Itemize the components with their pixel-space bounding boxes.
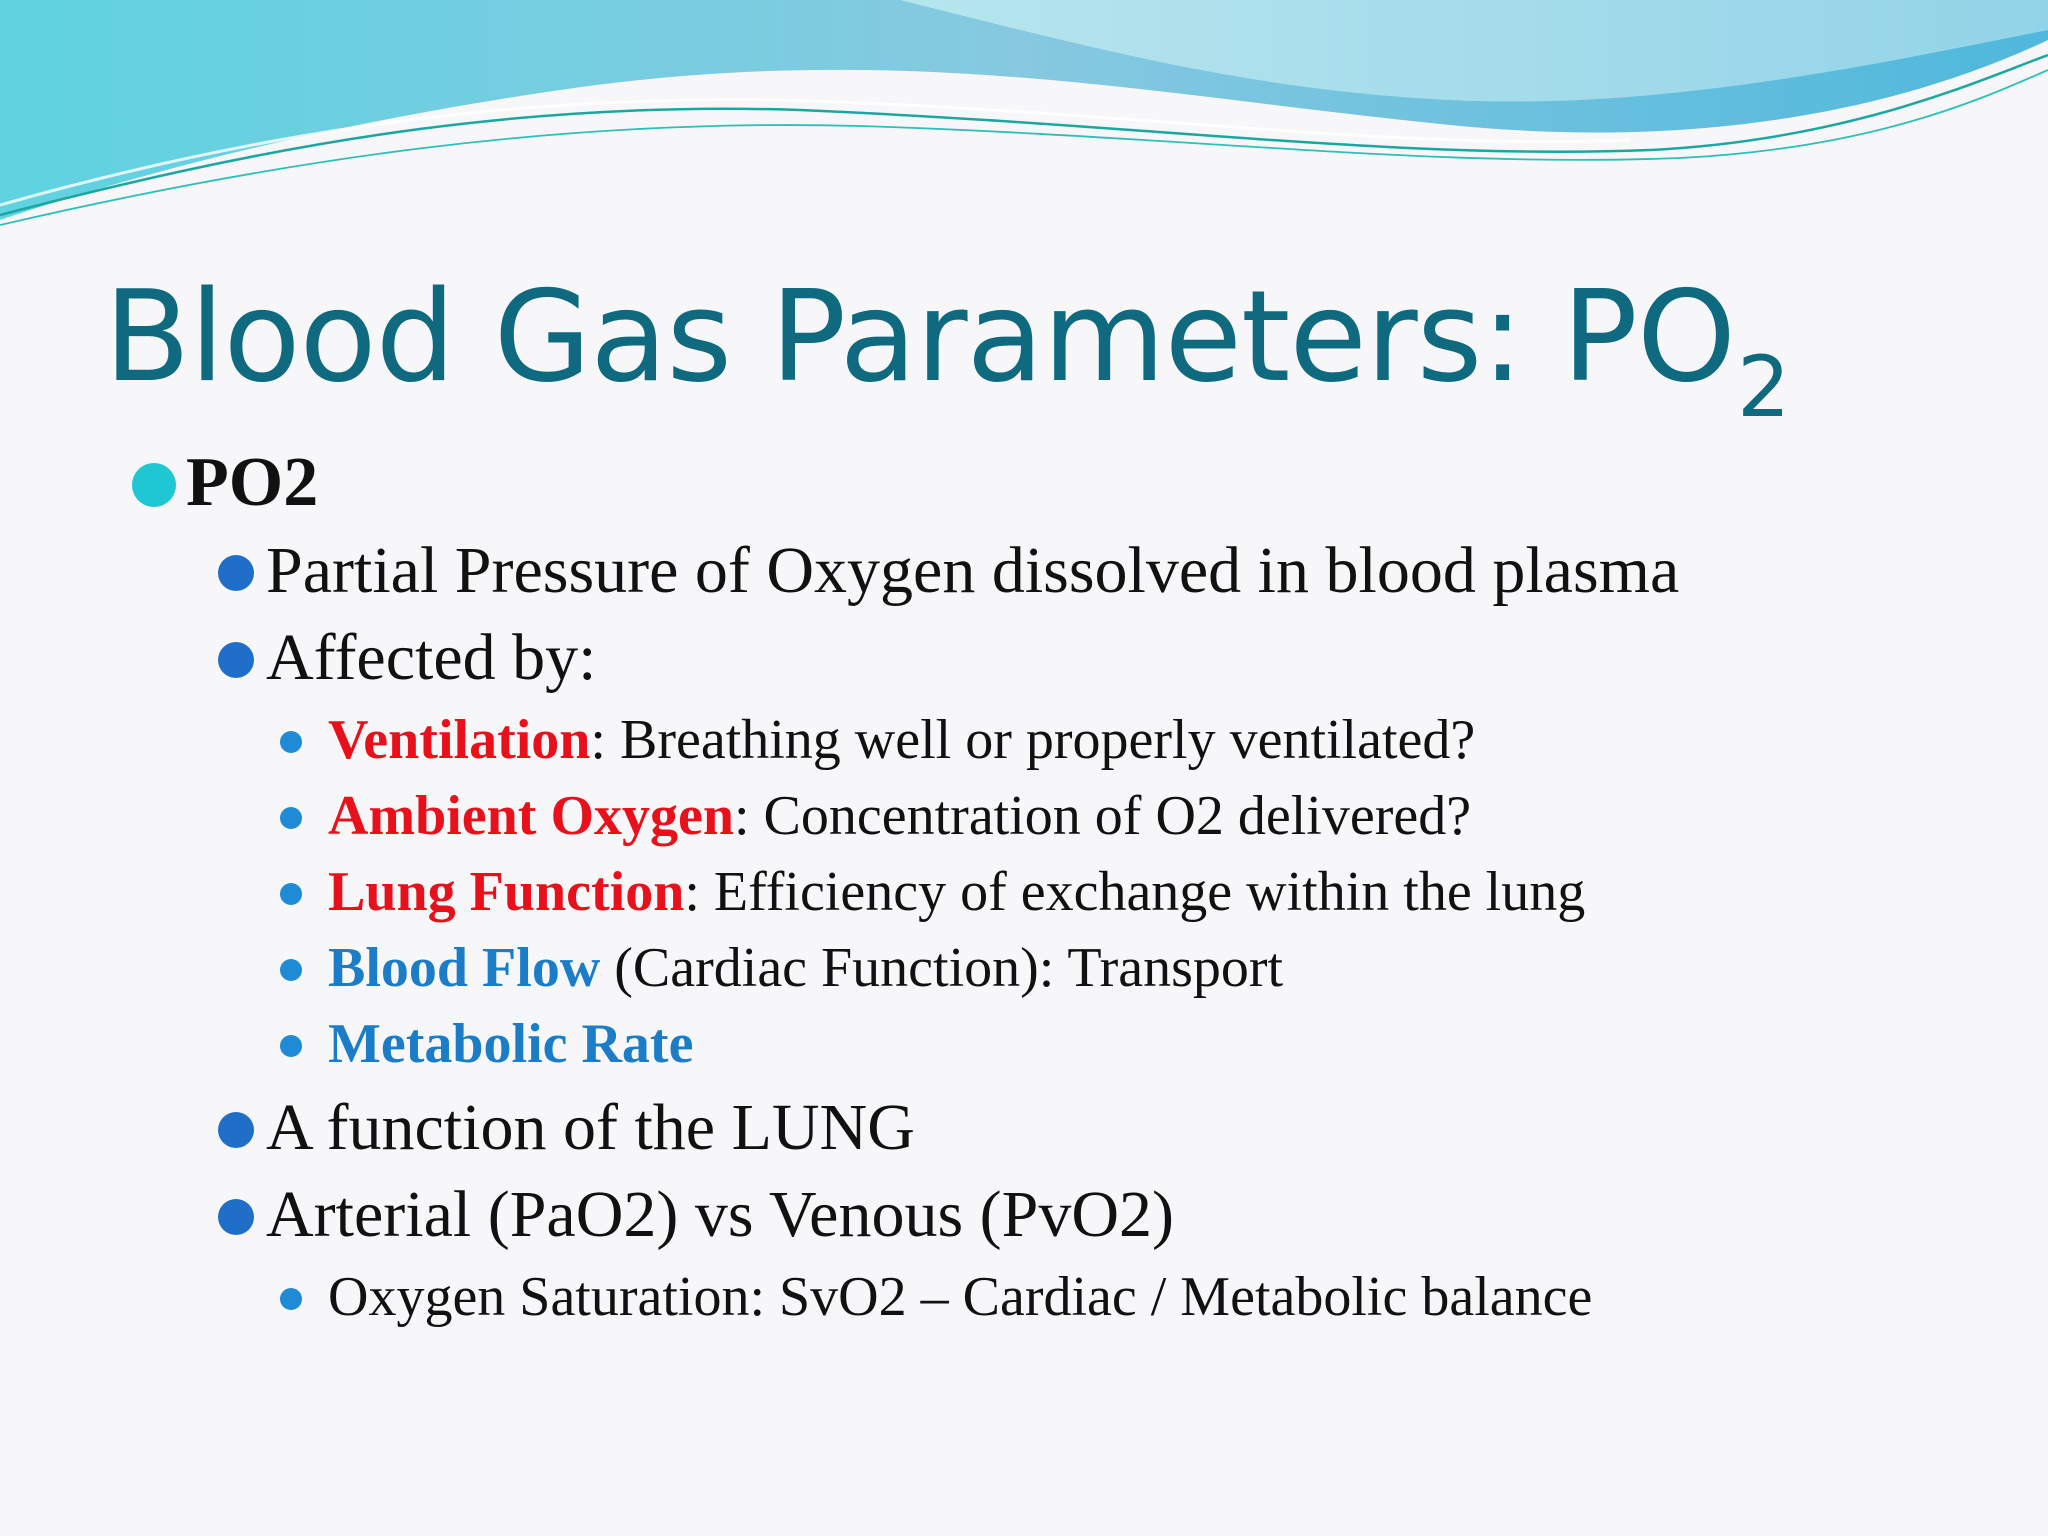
factor-ambient-oxygen <box>328 781 1471 851</box>
bullet-arterial-venous-text: Arterial (PaO2) vs Venous (PvO2) <box>266 1178 1174 1251</box>
bullet-dot-icon <box>280 731 302 753</box>
factor-description: : Efficiency of exchange within the lung <box>684 861 1586 923</box>
bullet-lung-function-text: A function of the LUNG <box>266 1091 915 1164</box>
wave-banner <box>0 0 2048 240</box>
bullet-dot-icon <box>280 959 302 981</box>
bullet-dot-icon <box>280 1288 302 1310</box>
factor-lung-function <box>328 857 1585 927</box>
factor-description: : Breathing well or properly ventilated? <box>590 709 1476 771</box>
bullet-saturation <box>328 1262 1592 1332</box>
factor-term: Metabolic Rate <box>328 1013 694 1075</box>
factor-blood-flow <box>328 933 1283 1003</box>
bullet-dot-icon <box>280 883 302 905</box>
bullet-po2-text: PO2 <box>186 444 319 521</box>
bullet-dot-icon <box>218 642 254 678</box>
factor-term: Blood Flow <box>328 937 601 999</box>
bullet-lung-function <box>266 1088 915 1168</box>
bullet-definition-text: Partial Pressure of Oxygen dissolved in blood plasma <box>266 534 1680 607</box>
title-subscript: 2 <box>1737 338 1790 436</box>
bullet-dot-icon <box>132 463 176 507</box>
factor-description: (Cardiac Function): Transport <box>600 937 1284 999</box>
bullet-affected-by-text: Affected by: <box>266 621 597 694</box>
bullet-dot-icon <box>280 807 302 829</box>
factor-term: Ventilation <box>328 709 591 771</box>
factor-description: : Concentration of O2 delivered? <box>734 785 1472 847</box>
bullet-arterial-venous <box>266 1175 1174 1255</box>
title-text: Blood Gas Parameters: PO <box>104 263 1736 410</box>
slide-title <box>104 262 1790 436</box>
bullet-affected-by <box>266 618 596 698</box>
factor-metabolic-rate <box>328 1009 693 1079</box>
factor-term: Lung Function <box>328 861 685 923</box>
bullet-dot-icon <box>280 1035 302 1057</box>
bullet-dot-icon <box>218 1112 254 1148</box>
bullet-po2 <box>186 443 318 523</box>
bullet-saturation-text: Oxygen Saturation: SvO2 – Cardiac / Metabolic balance <box>328 1266 1593 1328</box>
bullet-definition <box>266 531 1679 611</box>
factor-ventilation <box>328 705 1475 775</box>
factor-term: Ambient Oxygen <box>328 785 734 847</box>
bullet-dot-icon <box>218 1199 254 1235</box>
bullet-dot-icon <box>218 555 254 591</box>
